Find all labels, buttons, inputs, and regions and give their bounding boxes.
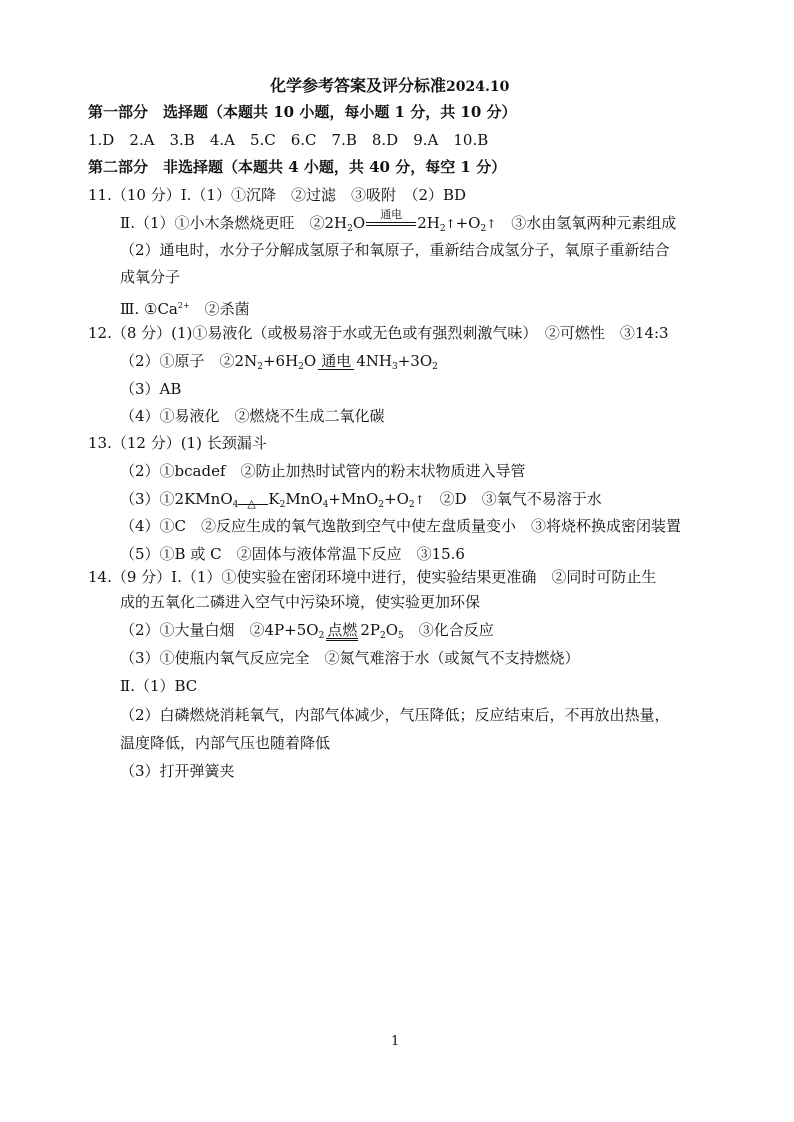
q11-line2-text: Ⅱ.（1）①小木条燃烧更旺 ②2H: [120, 214, 348, 232]
q11-line2-tail: ③水由氢氧两种元素组成: [496, 214, 677, 232]
q11-line4: 成氧分子: [120, 268, 181, 286]
q14-line8: （3）打开弹簧夹: [120, 762, 235, 780]
q11-line5-tail: ②杀菌: [189, 300, 250, 318]
q11-line2: Ⅱ.（1）①小木条燃烧更旺 $②2H_2O$ 通电 $2H_2↑+O_2↑$ ③水由氢氧两种元素组成: [120, 213, 676, 239]
q13-line3: （3）①2KMnO$_4$ △ $K_2MnO_4+MnO_2+O_2↑$ ②D ③氧气不易溶于水: [120, 490, 602, 510]
heating-equals: △: [238, 492, 268, 508]
electrolysis-equals: [366, 208, 416, 231]
condition-underline: 通电: [318, 353, 354, 370]
q13-line5: （5）①B 或 C ②固体与液体常温下反应 ③15.6: [120, 545, 465, 563]
part1-heading: 第一部分 选择题（本题共 10 小题，每小题 1 分，共 10 分）: [88, 103, 517, 121]
q13-line1: 13.（12 分）(1) 长颈漏斗: [88, 434, 267, 452]
title-date: 2024.10: [446, 79, 510, 95]
q13-line3-tail: ②D ③氧气不易溶于水: [424, 490, 602, 508]
q14-line5: Ⅱ.（1）BC: [120, 677, 198, 695]
document-title: [270, 76, 509, 97]
title-text: 化学参考答案及评分标准: [270, 76, 447, 95]
q11-line1: 11.（10 分）Ⅰ.（1）①沉降 ②过滤 ③吸附 （2）BD: [88, 186, 467, 204]
q13-line4: （4）①C ②反应生成的氧气逸散到空气中使左盘质量变小 ③将烧杯换成密闭装置: [120, 517, 682, 535]
q12-line4: （4）①易液化 ②燃烧不生成二氧化碳: [120, 407, 385, 425]
q11-line5-text: Ⅲ. ①Ca: [120, 300, 178, 318]
q14-line4: （3）①使瓶内氧气反应完全 ②氮气难溶于水（或氮气不支持燃烧）: [120, 649, 580, 667]
part1-answers: 1.D 2.A 3.B 4.A 5.C 6.C 7.B 8.D 9.A 10.B: [88, 131, 489, 149]
page-number: 1: [391, 1034, 400, 1049]
q14-line3-tail: ③化合反应: [403, 621, 494, 639]
q14-line6: （2）白磷燃烧消耗氧气，内部气体减少，气压降低；反应结束后，不再放出热量，: [120, 706, 670, 724]
condition-label: 通电: [380, 208, 403, 221]
q13-line2: （2）①bcadef ②防止加热时试管内的粉末状物质进入导管: [120, 462, 526, 480]
q14-line7: 温度降低，内部气压也随着降低: [120, 734, 331, 752]
q12-line3: （3）AB: [120, 380, 182, 398]
q14-line1: 14.（9 分）Ⅰ.（1）①使实验在密闭环境中进行，使实验结果更准确 ②同时可防止生: [88, 568, 657, 586]
q12-line2-text: （2）①原子 ②2N: [120, 352, 258, 370]
q14-line3-text: （2）①大量白烟 ②4P+5O: [120, 621, 319, 639]
q13-line3-text: （3）①2KMnO: [120, 490, 233, 508]
q12-line2: （2）①原子 $②2N_2+6H_2O$ 通电 $4NH_3+3O_2$: [120, 352, 438, 372]
ignition-condition: 点燃: [327, 621, 358, 639]
q14-line3: （2）①大量白烟 $②4P+5O_2$ 点燃 $2P_2O_5$ ③化合反应: [120, 621, 494, 641]
q12-line1: 12.（8 分）(1)①易液化（或极易溶于水或无色或有强烈刺激气味） ②可燃性 ③14:3: [88, 324, 669, 342]
q11-line3: （2）通电时，水分子分解成氢原子和氧原子，重新结合成氢分子，氧原子重新结合: [120, 241, 670, 259]
q14-line2: 成的五氧化二磷进入空气中污染环境，使实验更加环保: [120, 593, 481, 611]
part2-heading: 第二部分 非选择题（本题共 4 小题，共 40 分，每空 1 分）: [88, 158, 507, 176]
q11-line5: Ⅲ. $①Ca^{2+}$ ②杀菌: [120, 300, 250, 318]
